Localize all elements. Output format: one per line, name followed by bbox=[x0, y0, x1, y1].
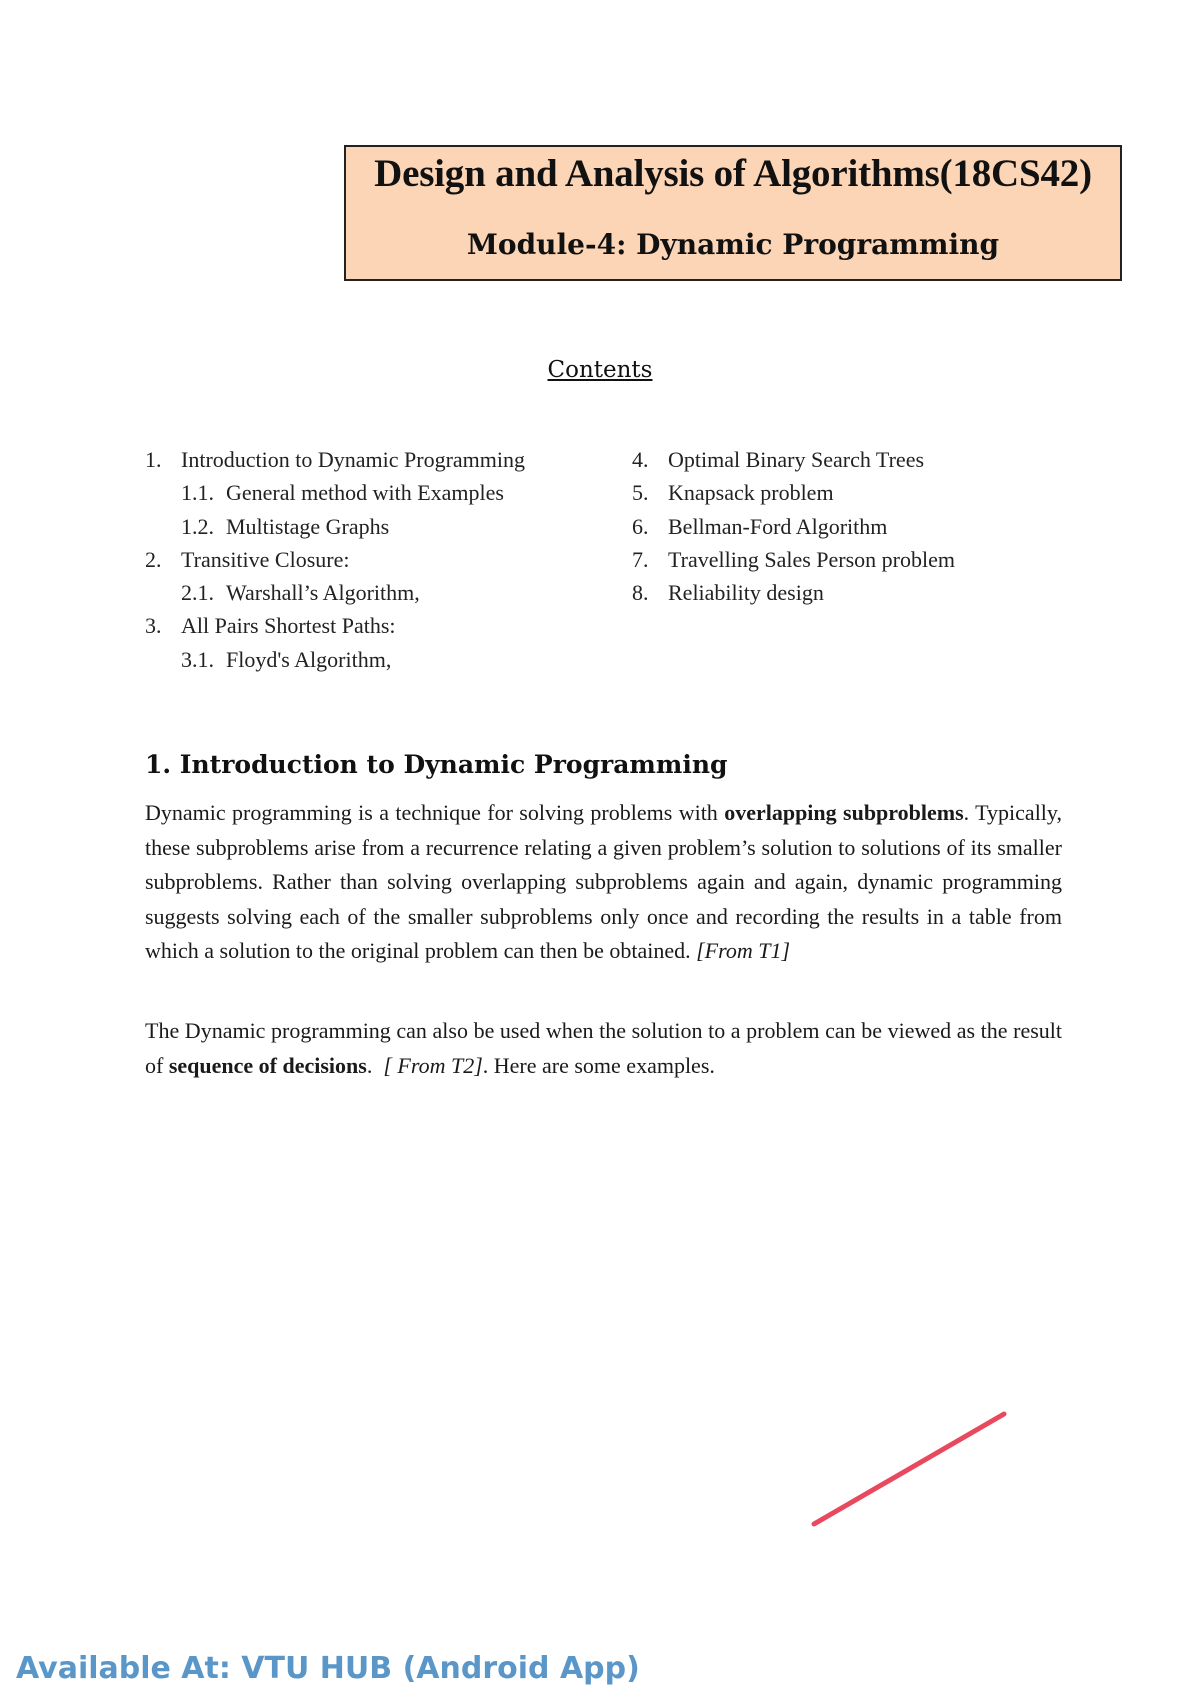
toc-item bbox=[632, 576, 955, 609]
red-pen-line bbox=[814, 1414, 1004, 1524]
toc-item bbox=[145, 609, 525, 642]
red-pen-stroke bbox=[810, 1410, 1010, 1530]
toc-item bbox=[632, 443, 955, 476]
section-heading: 1. Introduction to Dynamic Programming bbox=[145, 750, 728, 779]
paragraph-text: . Typically, these subproblems arise from a recurrence relating a given problem’s solution to solutions of its smaller subproblems. Rather than solving overlapping subproblems again and again, dynamic programming suggests solving each of the smaller subproblems only once and recording the results in a table from which a solution to the original problem can then be obtained. bbox=[145, 800, 1062, 964]
toc-label: Optimal Binary Search Trees bbox=[668, 447, 925, 472]
document-title: Design and Analysis of Algorithms(18CS42) bbox=[374, 152, 1092, 195]
toc-label: Transitive Closure: bbox=[181, 546, 350, 572]
toc-subitem bbox=[145, 476, 525, 509]
toc-number: 1.2. bbox=[181, 513, 214, 539]
toc-number: 1. bbox=[145, 447, 162, 472]
toc-label: Floyd's Algorithm, bbox=[226, 646, 392, 672]
toc-label: Introduction to Dynamic Programming bbox=[181, 447, 525, 472]
toc-subitem bbox=[145, 576, 525, 609]
toc-number: 3.1. bbox=[181, 646, 214, 672]
toc-right-column bbox=[632, 443, 955, 609]
toc-number: 8. bbox=[632, 580, 649, 606]
toc-subitem bbox=[145, 510, 525, 543]
paragraph-decisions bbox=[145, 1014, 1062, 1083]
toc-label: Bellman-Ford Algorithm bbox=[668, 513, 888, 539]
paragraph-text: . Here are some examples. bbox=[482, 1052, 715, 1078]
citation: [From T1] bbox=[696, 938, 791, 964]
citation: [ From T2] bbox=[383, 1052, 483, 1078]
toc-item bbox=[632, 476, 955, 509]
paragraph-text: . bbox=[366, 1052, 384, 1078]
toc-item bbox=[145, 543, 525, 576]
toc-number: 2.1. bbox=[181, 580, 214, 606]
toc-number: 4. bbox=[632, 447, 649, 472]
toc-subitem bbox=[145, 643, 525, 676]
toc-number: 5. bbox=[632, 480, 649, 506]
module-subtitle: Module-4: Dynamic Programming bbox=[466, 228, 1000, 261]
contents-heading: Contents bbox=[547, 357, 653, 383]
bold-term: overlapping subproblems bbox=[724, 800, 964, 825]
toc-label: Travelling Sales Person problem bbox=[668, 546, 955, 572]
toc-left-column bbox=[145, 443, 525, 676]
bold-term: sequence of decisions bbox=[168, 1052, 367, 1078]
toc-number: 7. bbox=[632, 546, 649, 572]
toc-number: 3. bbox=[145, 613, 162, 639]
paragraph-intro bbox=[145, 796, 1062, 969]
paragraph-text: The Dynamic programming can also be used when the solution to a problem can be viewed as the result of bbox=[145, 1018, 1062, 1078]
toc-number: 2. bbox=[145, 546, 162, 572]
toc-item bbox=[632, 510, 955, 543]
toc-item bbox=[632, 543, 955, 576]
title-box bbox=[344, 145, 1122, 281]
toc-label: Reliability design bbox=[668, 580, 824, 606]
footer-banner: Available At: VTU HUB (Android App) bbox=[16, 1651, 640, 1686]
toc-label: All Pairs Shortest Paths: bbox=[181, 613, 396, 639]
toc-label: Knapsack problem bbox=[668, 480, 834, 506]
toc-label: General method with Examples bbox=[226, 480, 504, 506]
toc-label: Warshall’s Algorithm, bbox=[226, 580, 420, 606]
toc-number: 1.1. bbox=[181, 480, 214, 506]
toc-item bbox=[145, 443, 525, 476]
toc-label: Multistage Graphs bbox=[226, 513, 390, 539]
toc-number: 6. bbox=[632, 513, 649, 539]
paragraph-text: Dynamic programming is a technique for solving problems with bbox=[145, 800, 725, 825]
